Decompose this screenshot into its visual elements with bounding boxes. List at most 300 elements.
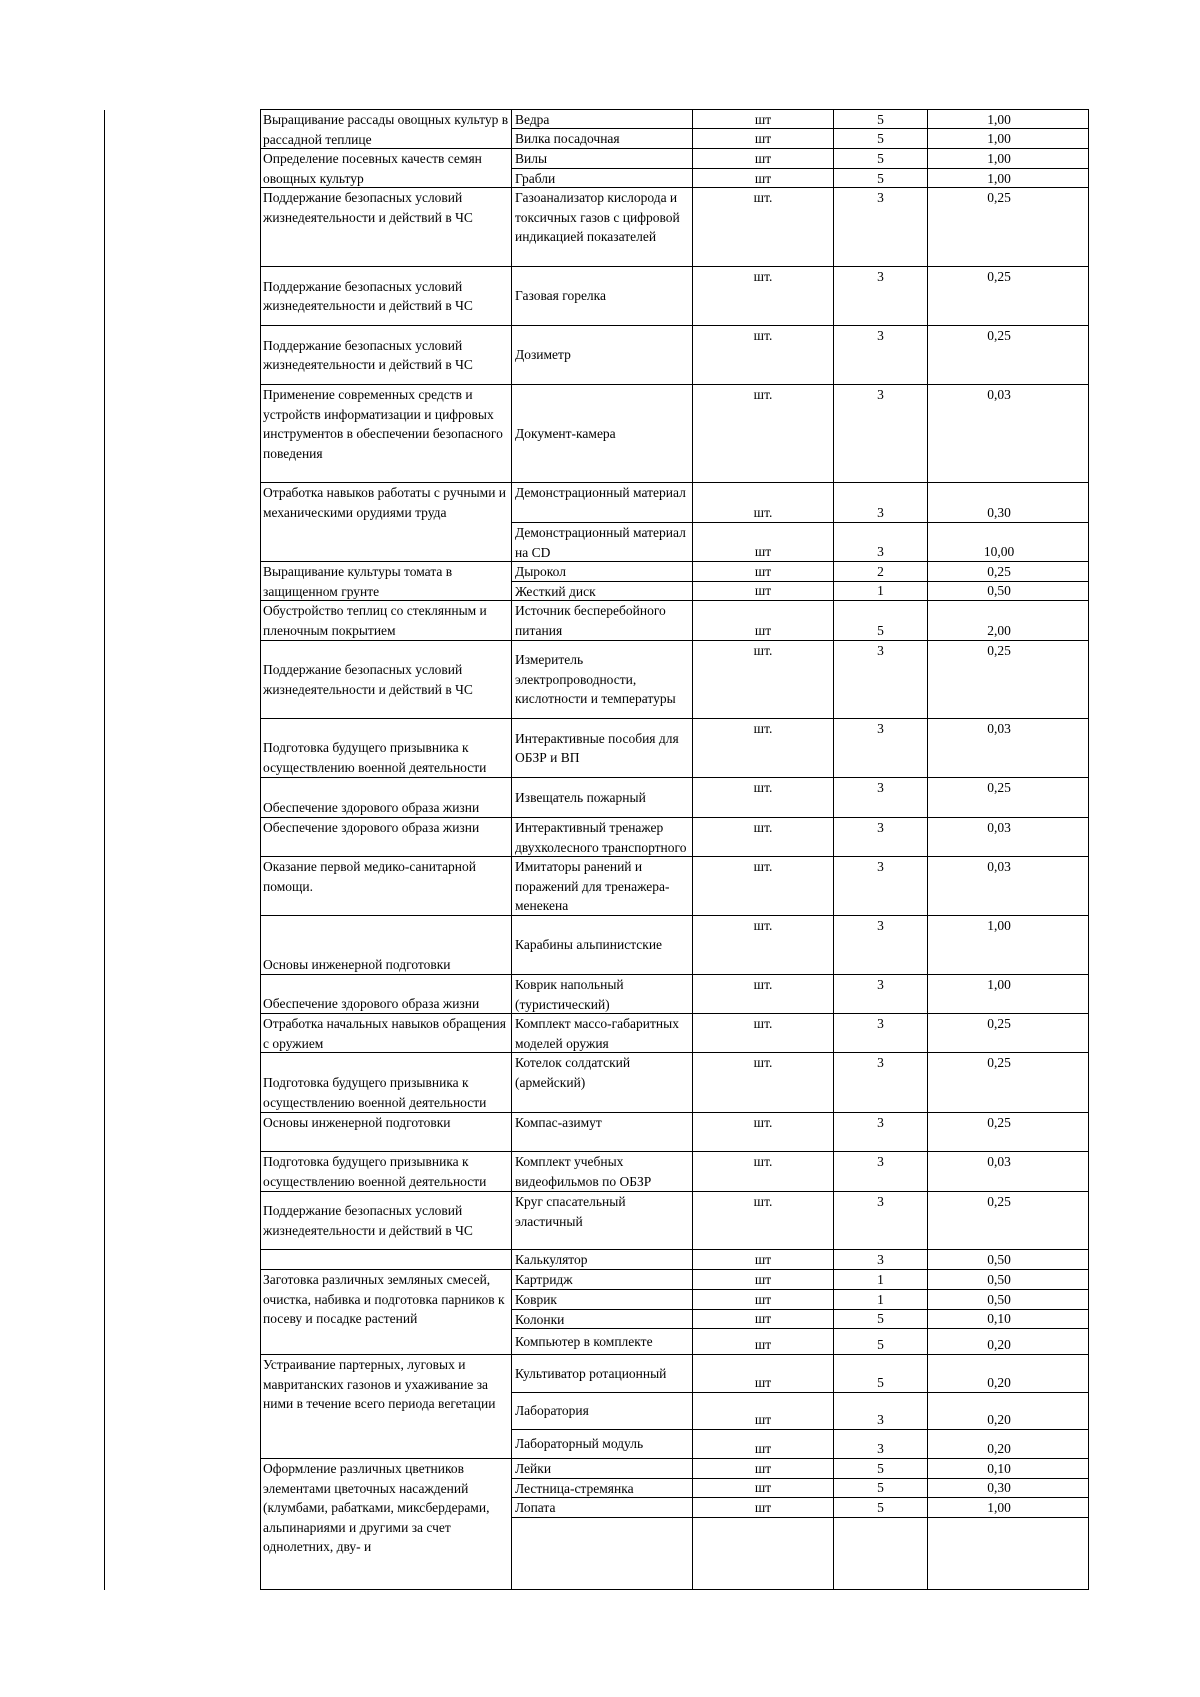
qty-value: 5: [877, 1310, 884, 1326]
norm-cell: [927, 1112, 1089, 1152]
unit-value: шт.: [753, 1194, 773, 1209]
item-cell: [511, 1013, 693, 1053]
group-label: Поддержание безопасных условий жизнедеятельности и действий в ЧС: [263, 662, 473, 697]
unit-cell: [692, 187, 834, 267]
qty-value: 3: [877, 1440, 884, 1456]
item-name: Извещатель пожарный: [515, 789, 646, 805]
norm-cell: [927, 817, 1089, 857]
norm-cell: [927, 1497, 1089, 1518]
item-cell: [511, 561, 693, 582]
group-label: Обеспечение здорового образа жизни: [263, 820, 480, 835]
unit-value: шт.: [753, 1055, 773, 1070]
norm-cell: [927, 1354, 1089, 1393]
norm-value: 2,00: [987, 622, 1011, 638]
unit-value: шт.: [753, 918, 773, 933]
unit-cell: [692, 384, 834, 483]
norm-cell: [927, 1458, 1089, 1479]
group-cell: [260, 482, 512, 562]
norm-cell: [927, 325, 1089, 385]
norm-value: 1,00: [987, 918, 1011, 933]
qty-value: 3: [877, 859, 884, 874]
qty-value: 5: [877, 1460, 884, 1476]
item-cell: [511, 1289, 693, 1310]
group-cell: [260, 718, 512, 778]
norm-value: 1,00: [987, 977, 1011, 992]
norm-cell: [927, 600, 1089, 641]
unit-cell: [692, 1392, 834, 1430]
item-name: Ведра: [515, 112, 550, 127]
unit-cell: [692, 1112, 834, 1152]
item-name: Лопата: [515, 1500, 556, 1515]
qty-value: 3: [877, 1016, 884, 1031]
norm-cell: [927, 1151, 1089, 1192]
item-name: Дырокол: [515, 564, 566, 579]
group-cell: [260, 640, 512, 719]
item-name: Картридж: [515, 1272, 573, 1287]
unit-value: шт: [754, 131, 772, 146]
norm-cell: [927, 109, 1089, 129]
unit-value: шт.: [753, 977, 773, 992]
norm-cell: [927, 128, 1089, 149]
norm-cell: [927, 1392, 1089, 1430]
norm-cell: [927, 1478, 1089, 1498]
unit-value: шт.: [753, 328, 773, 343]
unit-value: шт.: [753, 1016, 773, 1031]
unit-cell: [692, 1309, 834, 1329]
item-cell: [511, 1249, 693, 1270]
qty-value: 3: [877, 643, 884, 658]
unit-cell: [692, 1458, 834, 1479]
unit-value: шт: [754, 622, 772, 638]
unit-value: шт.: [753, 780, 773, 795]
unit-value: шт.: [753, 643, 773, 658]
item-cell: [511, 1052, 693, 1113]
item-cell: [511, 384, 693, 483]
group-cell: [260, 1151, 512, 1192]
qty-cell: [833, 974, 928, 1014]
unit-cell: [692, 1497, 834, 1518]
norm-cell: [927, 974, 1089, 1014]
group-label: Применение современных средств и устройств информатизации и цифровых инструментов в обеспечении безопасного поведения: [263, 387, 503, 461]
norm-cell: [927, 1249, 1089, 1270]
unit-cell: [692, 1289, 834, 1310]
unit-cell: [692, 128, 834, 149]
norm-cell: [927, 640, 1089, 719]
qty-cell: [833, 777, 928, 818]
qty-value: 5: [877, 1499, 884, 1515]
norm-value: 0,10: [987, 1460, 1011, 1476]
group-cell: [260, 1249, 512, 1270]
qty-value: 1: [877, 1271, 884, 1287]
qty-value: 5: [877, 1479, 884, 1495]
qty-value: 5: [877, 131, 884, 146]
qty-cell: [833, 1309, 928, 1329]
qty-cell: [833, 856, 928, 916]
item-name: Лаборатория: [515, 1403, 589, 1419]
item-name: Имитаторы ранений и поражений для тренажера-менекена: [515, 859, 670, 913]
norm-cell: [927, 148, 1089, 169]
unit-cell: [692, 1354, 834, 1393]
item-name: Газоанализатор кислорода и токсичных газов с цифровой индикацией показателей: [515, 190, 680, 244]
norm-cell: [927, 915, 1089, 975]
item-name: Дозиметр: [515, 347, 571, 363]
item-cell: [511, 640, 693, 719]
norm-value: 1,00: [987, 112, 1011, 127]
qty-cell: [833, 522, 928, 562]
qty-value: 5: [877, 151, 884, 166]
item-name: Интерактивные пособия для ОБЗР и ВП: [515, 730, 679, 765]
item-cell: [511, 1497, 693, 1518]
norm-value: 1,00: [987, 131, 1011, 146]
unit-value: шт.: [753, 859, 773, 874]
group-cell: [260, 974, 512, 1014]
unit-value: шт: [754, 171, 772, 186]
item-cell: [511, 1191, 693, 1250]
item-cell: [511, 1517, 693, 1590]
norm-cell: [927, 856, 1089, 916]
group-cell: [260, 1013, 512, 1053]
group-cell: [260, 817, 512, 857]
unit-cell: [692, 581, 834, 601]
unit-value: шт: [754, 1440, 772, 1456]
unit-value: шт: [754, 1499, 772, 1515]
item-name: Демонстрационный материал на CD: [515, 525, 686, 560]
qty-value: 3: [877, 1411, 884, 1427]
unit-value: шт.: [753, 387, 773, 402]
item-name: Лестница-стремянка: [515, 1481, 634, 1496]
norm-value: 0,50: [987, 1251, 1011, 1267]
qty-cell: [833, 1354, 928, 1393]
unit-cell: [692, 915, 834, 975]
unit-cell: [692, 777, 834, 818]
qty-cell: [833, 187, 928, 267]
norm-cell: [927, 522, 1089, 562]
norm-value: 0,25: [987, 780, 1011, 795]
unit-cell: [692, 561, 834, 582]
item-cell: [511, 1269, 693, 1290]
group-cell: [260, 384, 512, 483]
unit-cell: [692, 1328, 834, 1355]
item-name: Жесткий диск: [515, 584, 596, 599]
item-cell: [511, 522, 693, 562]
item-cell: [511, 1392, 693, 1430]
norm-cell: [927, 482, 1089, 523]
qty-value: 5: [877, 622, 884, 638]
item-name: Лабораторный модуль: [515, 1436, 644, 1452]
group-label: Обеспечение здорового образа жизни: [263, 995, 480, 1011]
qty-value: 3: [877, 1115, 884, 1130]
norm-value: 0,03: [987, 1154, 1011, 1169]
item-cell: [511, 1458, 693, 1479]
qty-cell: [833, 1013, 928, 1053]
norm-cell: [927, 1269, 1089, 1290]
unit-value: шт: [754, 1291, 772, 1307]
qty-value: 5: [877, 1374, 884, 1390]
unit-cell: [692, 109, 834, 129]
norm-value: 0,25: [987, 1016, 1011, 1031]
unit-cell: [692, 974, 834, 1014]
group-cell: [260, 1354, 512, 1459]
qty-cell: [833, 168, 928, 188]
unit-value: шт: [754, 543, 772, 559]
qty-cell: [833, 325, 928, 385]
qty-value: 3: [877, 1154, 884, 1169]
unit-value: шт.: [753, 269, 773, 284]
qty-cell: [833, 1289, 928, 1310]
qty-cell: [833, 1151, 928, 1192]
qty-cell: [833, 1112, 928, 1152]
qty-cell: [833, 1392, 928, 1430]
qty-cell: [833, 384, 928, 483]
group-label: Выращивание рассады овощных культур в рассадной теплице: [263, 112, 509, 147]
group-label: Основы инженерной подготовки: [263, 956, 451, 972]
norm-value: 0,03: [987, 820, 1011, 835]
group-cell: [260, 1269, 512, 1355]
qty-cell: [833, 1429, 928, 1459]
qty-value: 3: [877, 1251, 884, 1267]
norm-value: 0,03: [987, 859, 1011, 874]
qty-value: 5: [877, 171, 884, 186]
norm-cell: [927, 1191, 1089, 1250]
item-cell: [511, 581, 693, 601]
group-cell: [260, 856, 512, 916]
unit-cell: [692, 1249, 834, 1270]
norm-value: 0,20: [987, 1336, 1011, 1352]
group-label: Заготовка различных земляных смесей, очистка, набивка и подготовка парников к посеву и посадке растений: [263, 1272, 505, 1326]
unit-cell: [692, 266, 834, 326]
item-name: Коврик: [515, 1292, 557, 1307]
item-cell: [511, 148, 693, 169]
group-label: Оформление различных цветников элементами цветочных насаждений (клумбами, рабатками, миксбердерами, альпинариями и другими за счет однолетних, дву- и: [263, 1461, 490, 1554]
unit-value: шт: [754, 1479, 772, 1495]
item-name: Измеритель электропроводности, кислотности и температуры: [515, 652, 676, 707]
qty-cell: [833, 718, 928, 778]
unit-cell: [692, 1013, 834, 1053]
item-cell: [511, 187, 693, 267]
qty-value: 2: [877, 563, 884, 579]
group-label: Оказание первой медико-санитарной помощи.: [263, 859, 477, 894]
qty-value: 1: [877, 1291, 884, 1307]
qty-cell: [833, 817, 928, 857]
qty-value: 3: [877, 504, 884, 520]
group-cell: [260, 109, 512, 149]
item-cell: [511, 1151, 693, 1192]
item-name: Комплект массо-габаритных моделей оружия: [515, 1016, 679, 1051]
group-label: Подготовка будущего призывника к осуществлению военной деятельности: [263, 1154, 487, 1189]
norm-value: 10,00: [983, 543, 1015, 559]
unit-value: шт: [754, 1411, 772, 1427]
qty-value: 3: [877, 543, 884, 559]
qty-cell: [833, 148, 928, 169]
item-cell: [511, 1309, 693, 1329]
qty-value: 5: [877, 1336, 884, 1352]
unit-cell: [692, 1151, 834, 1192]
norm-value: 0,25: [987, 643, 1011, 658]
group-cell: [260, 915, 512, 975]
qty-cell: [833, 482, 928, 523]
group-cell: [260, 1191, 512, 1250]
unit-cell: [692, 1478, 834, 1498]
qty-cell: [833, 1497, 928, 1518]
item-cell: [511, 974, 693, 1014]
unit-cell: [692, 325, 834, 385]
item-cell: [511, 1429, 693, 1459]
qty-value: 3: [877, 977, 884, 992]
item-name: Документ-камера: [515, 425, 616, 441]
item-cell: [511, 266, 693, 326]
qty-value: 3: [877, 328, 884, 343]
norm-value: 0,50: [987, 1291, 1011, 1307]
norm-value: 0,25: [987, 1055, 1011, 1070]
unit-cell: [692, 482, 834, 523]
qty-cell: [833, 1478, 928, 1498]
item-name: Грабли: [515, 171, 556, 186]
item-cell: [511, 718, 693, 778]
item-name: Культиватор ротационный: [515, 1365, 667, 1381]
unit-cell: [692, 148, 834, 169]
group-label: Основы инженерной подготовки: [263, 1115, 451, 1130]
unit-cell: [692, 1429, 834, 1459]
norm-cell: [927, 1517, 1089, 1590]
item-cell: [511, 600, 693, 641]
group-label: Обеспечение здорового образа жизни: [263, 799, 480, 815]
unit-value: шт: [754, 112, 772, 127]
group-label: Обустройство теплиц со стеклянным и пленочным покрытием: [263, 603, 487, 638]
qty-cell: [833, 1052, 928, 1113]
qty-cell: [833, 640, 928, 719]
qty-cell: [833, 1249, 928, 1270]
item-name: Компьютер в комплекте: [515, 1333, 653, 1349]
norm-value: 0,25: [987, 328, 1011, 343]
qty-value: 3: [877, 190, 884, 205]
qty-cell: [833, 600, 928, 641]
norm-value: 0,25: [987, 190, 1011, 205]
item-name: Вилы: [515, 151, 548, 166]
norm-cell: [927, 187, 1089, 267]
unit-cell: [692, 1191, 834, 1250]
unit-value: шт: [754, 1271, 772, 1287]
unit-value: шт: [754, 1460, 772, 1476]
group-cell: [260, 1458, 512, 1590]
norm-value: 1,00: [987, 1499, 1011, 1515]
item-name: Компас-азимут: [515, 1115, 602, 1130]
group-cell: [260, 1052, 512, 1113]
qty-value: 3: [877, 721, 884, 736]
norm-value: 0,25: [987, 1194, 1011, 1209]
qty-cell: [833, 266, 928, 326]
unit-value: шт: [754, 1374, 772, 1390]
qty-value: 1: [877, 582, 884, 598]
norm-value: 0,30: [987, 504, 1011, 520]
item-cell: [511, 109, 693, 129]
qty-cell: [833, 1517, 928, 1590]
item-name: Калькулятор: [515, 1252, 588, 1267]
qty-cell: [833, 109, 928, 129]
qty-cell: [833, 128, 928, 149]
group-label: Подготовка будущего призывника к осуществлению военной деятельности: [263, 1075, 487, 1110]
qty-cell: [833, 1328, 928, 1355]
item-cell: [511, 1478, 693, 1498]
unit-value: шт.: [753, 1154, 773, 1169]
group-cell: [260, 148, 512, 188]
item-cell: [511, 777, 693, 818]
item-name: Интерактивный тренажер двухколесного транспортного: [515, 820, 687, 855]
unit-cell: [692, 640, 834, 719]
item-name: Вилка посадочная: [515, 131, 620, 146]
item-name: Котелок солдатский (армейский): [515, 1055, 631, 1090]
norm-value: 1,00: [987, 151, 1011, 166]
norm-cell: [927, 777, 1089, 818]
qty-value: 3: [877, 387, 884, 402]
norm-cell: [927, 1289, 1089, 1310]
group-label: Определение посевных качеств семян овощных культур: [263, 151, 482, 186]
qty-value: 3: [877, 820, 884, 835]
item-name: Колонки: [515, 1312, 565, 1327]
group-label: Поддержание безопасных условий жизнедеятельности и действий в ЧС: [263, 190, 473, 225]
unit-cell: [692, 522, 834, 562]
group-label: Выращивание культуры томата в защищенном грунте: [263, 564, 453, 599]
item-cell: [511, 915, 693, 975]
norm-cell: [927, 581, 1089, 601]
norm-value: 0,20: [987, 1374, 1011, 1390]
qty-cell: [833, 561, 928, 582]
qty-value: 3: [877, 780, 884, 795]
unit-value: шт: [754, 1336, 772, 1352]
item-cell: [511, 856, 693, 916]
norm-cell: [927, 561, 1089, 582]
norm-cell: [927, 1052, 1089, 1113]
group-label: Поддержание безопасных условий жизнедеятельности и действий в ЧС: [263, 278, 473, 313]
group-label: Поддержание безопасных условий жизнедеятельности и действий в ЧС: [263, 1203, 473, 1238]
norm-cell: [927, 384, 1089, 483]
unit-value: шт: [754, 563, 772, 579]
unit-value: шт: [754, 1310, 772, 1326]
unit-cell: [692, 817, 834, 857]
qty-cell: [833, 1269, 928, 1290]
unit-cell: [692, 600, 834, 641]
norm-value: 0,10: [987, 1310, 1011, 1326]
norm-cell: [927, 168, 1089, 188]
group-cell: [260, 266, 512, 326]
qty-value: 3: [877, 1055, 884, 1070]
norm-value: 0,25: [987, 563, 1011, 579]
group-label: Устраивание партерных, луговых и мавританских газонов и ухаживание за ними в течение всего периода вегетации: [263, 1357, 496, 1411]
norm-cell: [927, 1013, 1089, 1053]
unit-value: шт.: [753, 1115, 773, 1130]
group-label: Подготовка будущего призывника к осуществлению военной деятельности: [263, 740, 487, 775]
norm-value: 0,25: [987, 269, 1011, 284]
norm-value: 0,03: [987, 721, 1011, 736]
item-name: Круг спасательный эластичный: [515, 1194, 626, 1229]
qty-cell: [833, 1458, 928, 1479]
group-label: Отработка начальных навыков обращения с оружием: [263, 1016, 506, 1051]
group-label: Поддержание безопасных условий жизнедеятельности и действий в ЧС: [263, 337, 473, 372]
qty-value: 3: [877, 1194, 884, 1209]
item-cell: [511, 1328, 693, 1355]
qty-cell: [833, 1191, 928, 1250]
norm-value: 0,30: [987, 1479, 1011, 1495]
unit-cell: [692, 856, 834, 916]
unit-value: шт.: [753, 190, 773, 205]
unit-value: шт: [754, 582, 772, 598]
unit-value: шт: [754, 151, 772, 166]
qty-value: 5: [877, 112, 884, 127]
item-name: Источник бесперебойного питания: [515, 603, 666, 638]
item-cell: [511, 482, 693, 523]
unit-cell: [692, 1517, 834, 1590]
qty-value: 3: [877, 918, 884, 933]
item-cell: [511, 1354, 693, 1393]
